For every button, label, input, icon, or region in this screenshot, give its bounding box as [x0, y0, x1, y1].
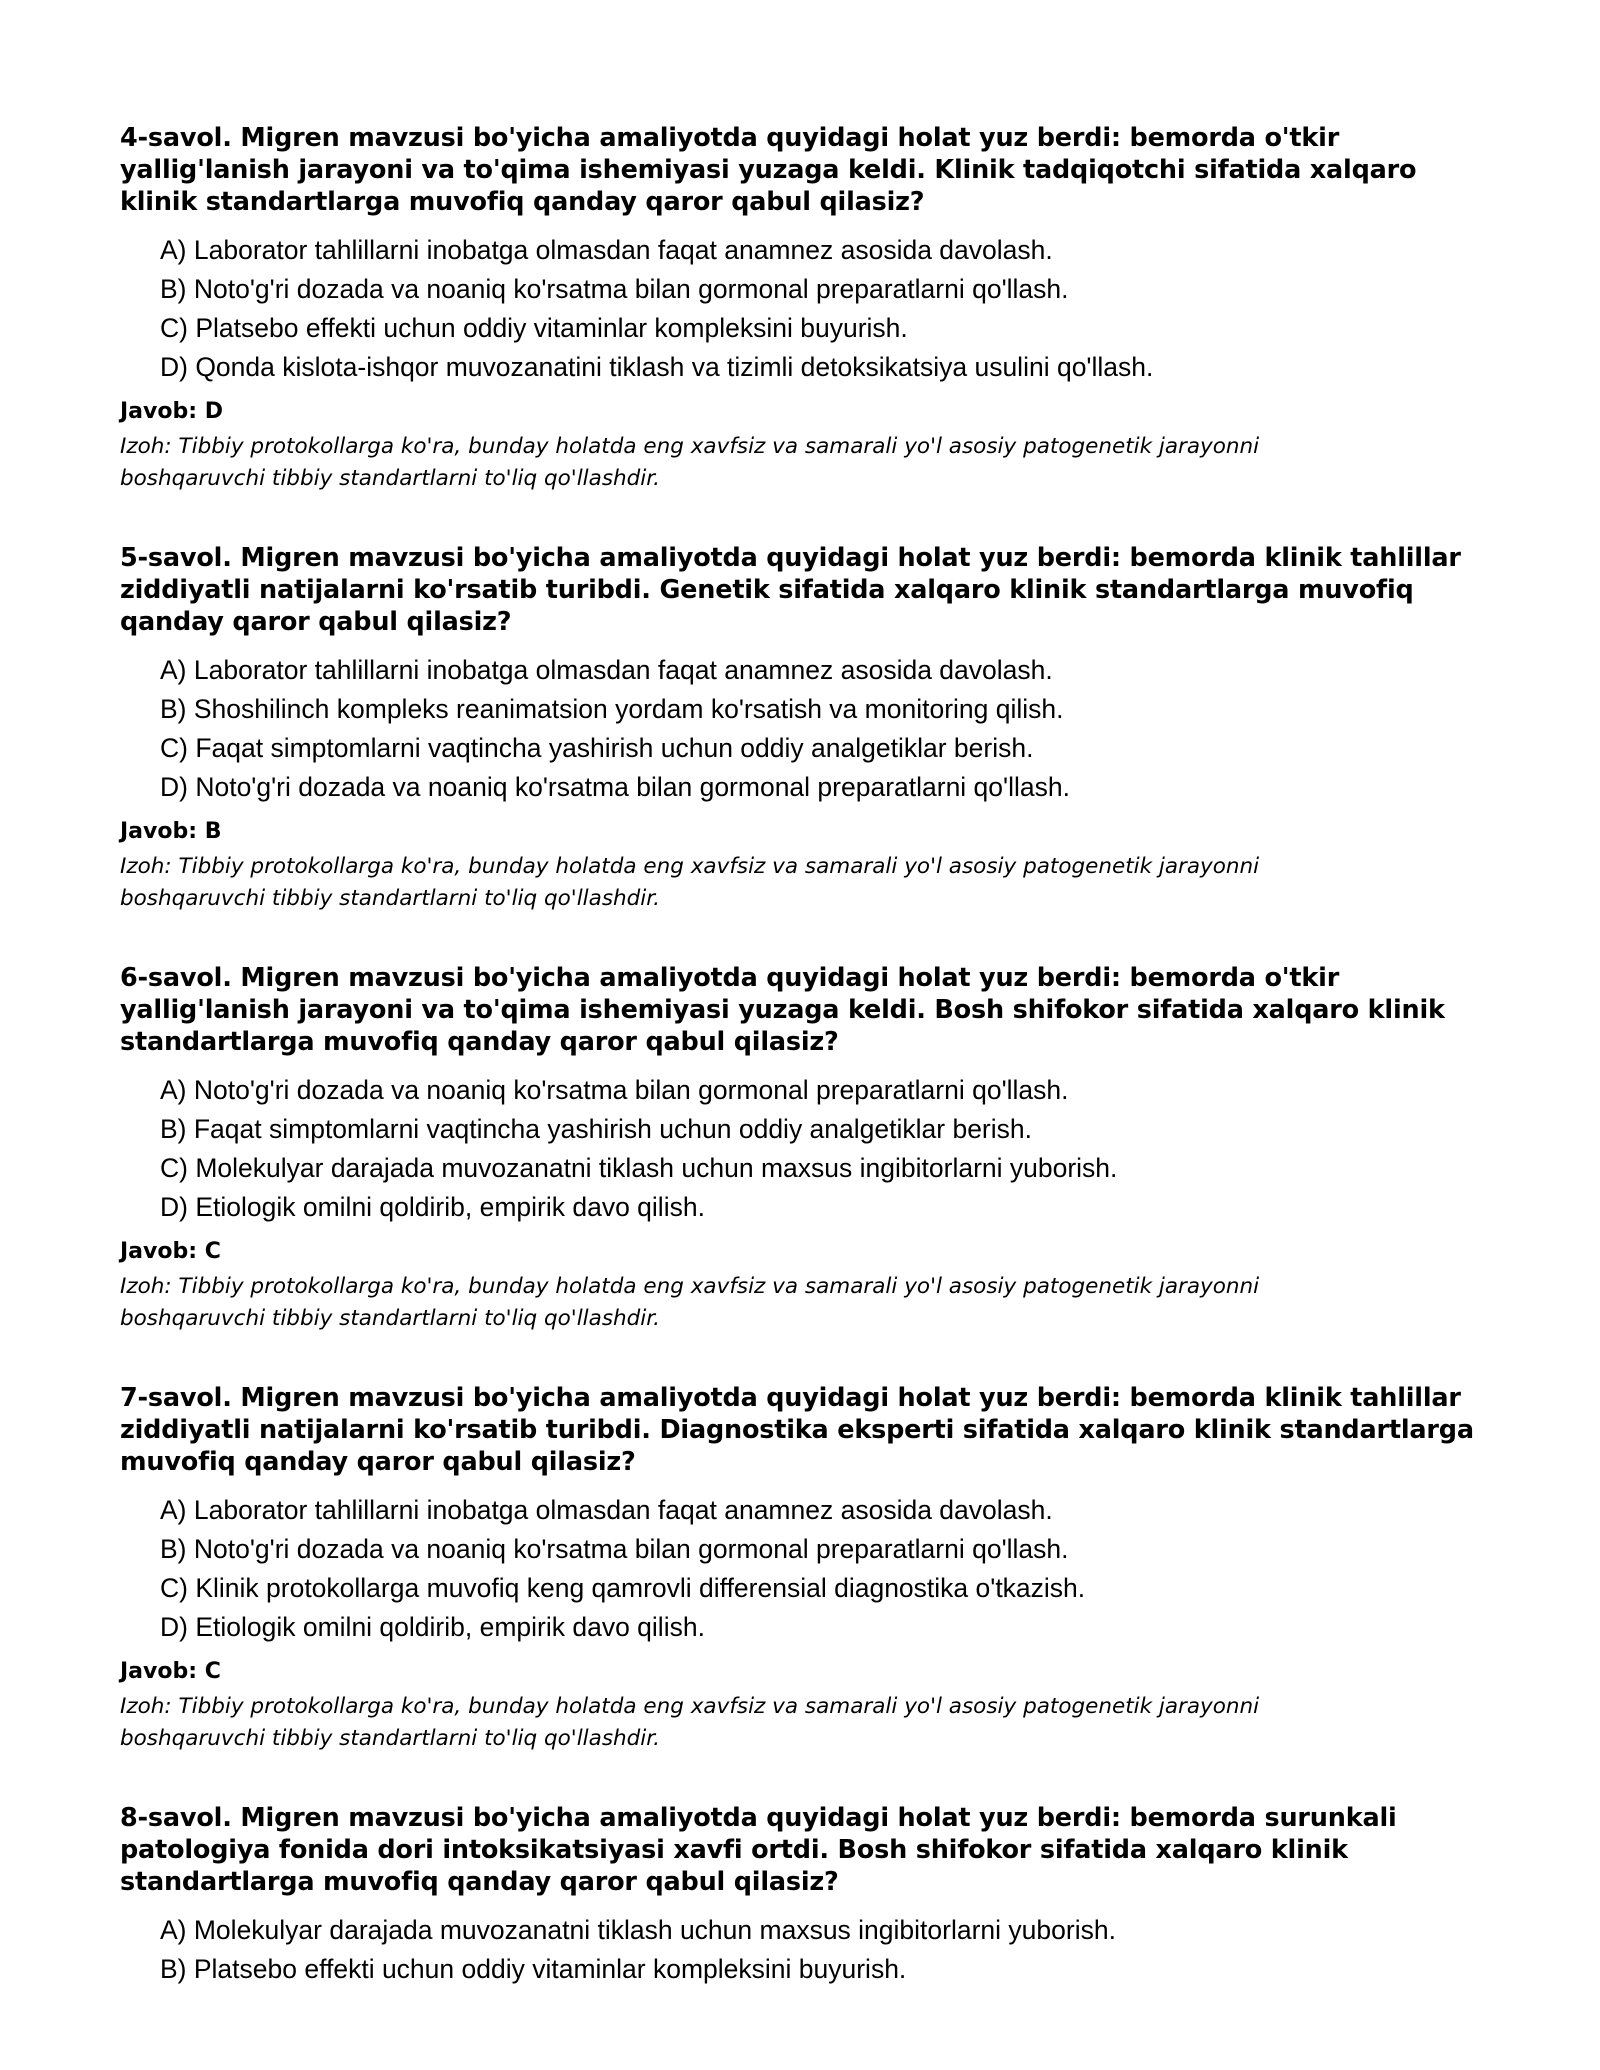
answer-option: C) Faqat simptomlarni vaqtincha yashirish uchun oddiy analgetiklar berish.	[160, 733, 1034, 763]
options-list	[120, 231, 1480, 387]
question-title: 4-savol. Migren mavzusi bo'yicha amaliyotda quyidagi holat yuz berdi: bemorda o'tkir yallig'lanish jarayoni va to'qima ishemiyasi yuzaga keldi. Klinik tadqiqotchi sifatida xalqaro klinik standartlarga muvofiq qanday qaror qabul qilasiz?	[120, 123, 1417, 217]
answer-option: D) Etiologik omilni qoldirib, empirik davo qilish.	[160, 1192, 705, 1222]
question-title: 7-savol. Migren mavzusi bo'yicha amaliyotda quyidagi holat yuz berdi: bemorda klinik tahlillar ziddiyatli natijalarni ko'rsatib turibdi. Diagnostika eksperti sifatida xalqaro klinik standartlarga muvofiq qanday qaror qabul qilasiz?	[120, 1383, 1474, 1477]
question-block	[120, 122, 1480, 495]
question-block	[120, 542, 1480, 915]
answer-option: C) Platsebo effekti uchun oddiy vitaminlar kompleksini buyurish.	[160, 313, 908, 343]
options-list	[120, 1071, 1480, 1227]
answer-option: D) Noto'g'ri dozada va noaniq ko'rsatma bilan gormonal preparatlarni qo'llash.	[160, 772, 1070, 802]
options-list	[120, 651, 1480, 807]
answer-key: Javob: C	[120, 1659, 221, 1684]
answer-option: B) Platsebo effekti uchun oddiy vitaminlar kompleksini buyurish.	[160, 1954, 907, 1984]
answer-option: B) Faqat simptomlarni vaqtincha yashirish uchun oddiy analgetiklar berish.	[160, 1114, 1032, 1144]
answer-option: B) Noto'g'ri dozada va noaniq ko'rsatma bilan gormonal preparatlarni qo'llash.	[160, 274, 1069, 304]
question-title: 5-savol. Migren mavzusi bo'yicha amaliyotda quyidagi holat yuz berdi: bemorda klinik tahlillar ziddiyatli natijalarni ko'rsatib turibdi. Genetik sifatida xalqaro klinik standartlarga muvofiq qanday qaror qabul qilasiz?	[120, 543, 1461, 637]
answer-option: B) Shoshilinch kompleks reanimatsion yordam ko'rsatish va monitoring qilish.	[160, 694, 1064, 724]
options-list	[120, 1491, 1480, 1647]
answer-key: Javob: D	[120, 399, 223, 424]
answer-option: A) Laborator tahlillarni inobatga olmasdan faqat anamnez asosida davolash.	[160, 1495, 1053, 1525]
explanation-text: Izoh: Tibbiy protokollarga ko'ra, bunday holatda eng xavfsiz va samarali yo'l asosiy patogenetik jarayonni boshqaruvchi tibbiy standartlarni to'liq qo'llashdir.	[120, 854, 1260, 911]
explanation-text: Izoh: Tibbiy protokollarga ko'ra, bunday holatda eng xavfsiz va samarali yo'l asosiy patogenetik jarayonni boshqaruvchi tibbiy standartlarni to'liq qo'llashdir.	[120, 434, 1260, 491]
document-page	[120, 122, 1480, 2036]
explanation-text: Izoh: Tibbiy protokollarga ko'ra, bunday holatda eng xavfsiz va samarali yo'l asosiy patogenetik jarayonni boshqaruvchi tibbiy standartlarni to'liq qo'llashdir.	[120, 1694, 1260, 1751]
answer-option: A) Molekulyar darajada muvozanatni tiklash uchun maxsus ingibitorlarni yuborish.	[160, 1915, 1116, 1945]
answer-key: Javob: C	[120, 1239, 221, 1264]
answer-option: A) Laborator tahlillarni inobatga olmasdan faqat anamnez asosida davolash.	[160, 655, 1053, 685]
answer-key: Javob: B	[120, 819, 222, 844]
answer-option: A) Laborator tahlillarni inobatga olmasdan faqat anamnez asosida davolash.	[160, 235, 1053, 265]
question-block	[120, 1382, 1480, 1755]
question-title: 8-savol. Migren mavzusi bo'yicha amaliyotda quyidagi holat yuz berdi: bemorda surunkali patologiya fonida dori intoksikatsiyasi xavfi ortdi. Bosh shifokor sifatida xalqaro klinik standartlarga muvofiq qanday qaror qabul qilasiz?	[120, 1803, 1397, 1897]
question-title: 6-savol. Migren mavzusi bo'yicha amaliyotda quyidagi holat yuz berdi: bemorda o'tkir yallig'lanish jarayoni va to'qima ishemiyasi yuzaga keldi. Bosh shifokor sifatida xalqaro klinik standartlarga muvofiq qanday qaror qabul qilasiz?	[120, 963, 1445, 1057]
explanation-text: Izoh: Tibbiy protokollarga ko'ra, bunday holatda eng xavfsiz va samarali yo'l asosiy patogenetik jarayonni boshqaruvchi tibbiy standartlarni to'liq qo'llashdir.	[120, 1274, 1260, 1331]
answer-option: B) Noto'g'ri dozada va noaniq ko'rsatma bilan gormonal preparatlarni qo'llash.	[160, 1534, 1069, 1564]
answer-option: D) Etiologik omilni qoldirib, empirik davo qilish.	[160, 1612, 705, 1642]
answer-option: D) Qonda kislota-ishqor muvozanatini tiklash va tizimli detoksikatsiya usulini qo'llash.	[160, 352, 1154, 382]
answer-option: C) Klinik protokollarga muvofiq keng qamrovli differensial diagnostika o'tkazish.	[160, 1573, 1086, 1603]
question-block	[120, 1802, 1480, 1989]
answer-option: A) Noto'g'ri dozada va noaniq ko'rsatma bilan gormonal preparatlarni qo'llash.	[160, 1075, 1069, 1105]
options-list	[120, 1911, 1480, 1989]
answer-option: C) Molekulyar darajada muvozanatni tiklash uchun maxsus ingibitorlarni yuborish.	[160, 1153, 1118, 1183]
question-block	[120, 962, 1480, 1335]
